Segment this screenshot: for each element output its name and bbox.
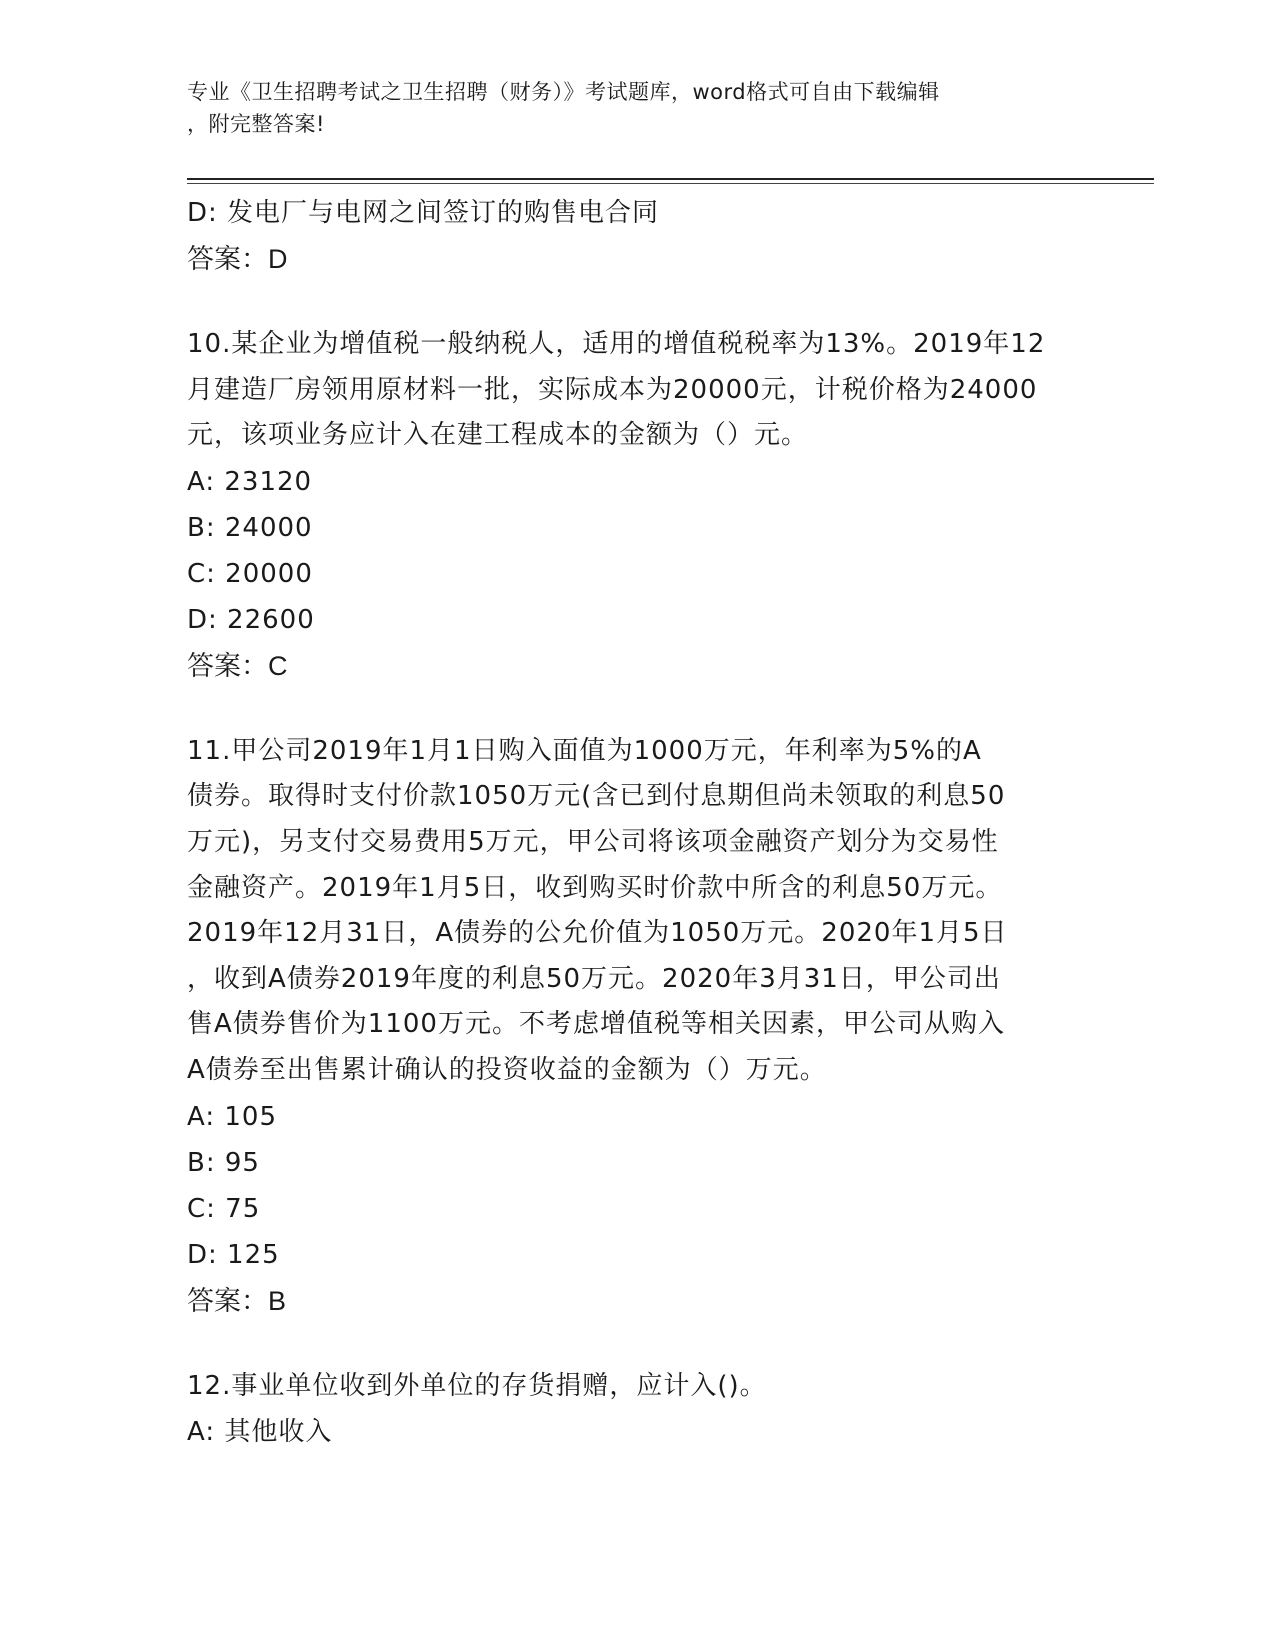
header-line-2: ，附完整答案!	[187, 112, 325, 136]
option-d: D: 125	[187, 1239, 280, 1270]
question-text-line: 售A债券售价为1100万元。不考虑增值税等相关因素，甲公司从购入	[187, 1009, 1005, 1040]
option-b: B: 24000	[187, 512, 313, 543]
question-12	[187, 1364, 1087, 1456]
question-10	[187, 322, 1087, 689]
option-a: A: 23120	[187, 466, 313, 497]
answer-line: 答案：D	[187, 244, 288, 274]
question-text-line: 2019年12月31日，A债券的公允价值为1050万元。2020年1月5日	[187, 918, 1008, 949]
question-text-line: A债券至出售累计确认的投资收益的金额为（）万元。	[187, 1054, 827, 1085]
header-line-1: 专业《卫生招聘考试之卫生招聘（财务）》考试题库，word格式可自由下载编辑	[187, 80, 940, 104]
question-text-line: 10.某企业为增值税一般纳税人，适用的增值税税率为13%。2019年12	[187, 329, 1046, 359]
answer-line: 答案：B	[187, 1285, 287, 1316]
question-11	[187, 729, 1087, 1324]
option-c: C: 75	[187, 1193, 261, 1224]
option-d: D: 发电厂与电网之间签订的购售电合同	[187, 198, 660, 228]
option-b: B: 95	[187, 1147, 260, 1178]
question-text-line: ，收到A债券2019年度的利息50万元。2020年3月31日，甲公司出	[187, 963, 1001, 994]
option-a: A: 其他收入	[187, 1417, 333, 1448]
question-text-line: 月建造厂房领用原材料一批，实际成本为20000元，计税价格为24000	[187, 374, 1038, 405]
option-d: D: 22600	[187, 604, 315, 635]
question-text-line: 元，该项业务应计入在建工程成本的金额为（）元。	[187, 420, 809, 451]
question-text-line: 11.甲公司2019年1月1日购入面值为1000万元，年利率为5%的A	[187, 735, 982, 766]
option-a: A: 105	[187, 1101, 277, 1132]
document-body	[187, 190, 1087, 1455]
header-divider-thin	[187, 183, 1154, 184]
question-text-line: 金融资产。2019年1月5日，收到购买时价款中所含的利息50万元。	[187, 872, 1003, 903]
header-divider-thick	[187, 178, 1154, 180]
previous-question-tail	[187, 190, 1087, 282]
question-text-line: 12.事业单位收到外单位的存货捐赠，应计入()。	[187, 1370, 767, 1401]
option-c: C: 20000	[187, 558, 313, 589]
answer-line: 答案：C	[187, 650, 288, 681]
question-text-line: 万元)，另支付交易费用5万元，甲公司将该项金融资产划分为交易性	[187, 826, 999, 857]
question-text-line: 债券。取得时支付价款1050万元(含已到付息期但尚未领取的利息50	[187, 781, 1006, 812]
document-header	[187, 76, 1067, 140]
